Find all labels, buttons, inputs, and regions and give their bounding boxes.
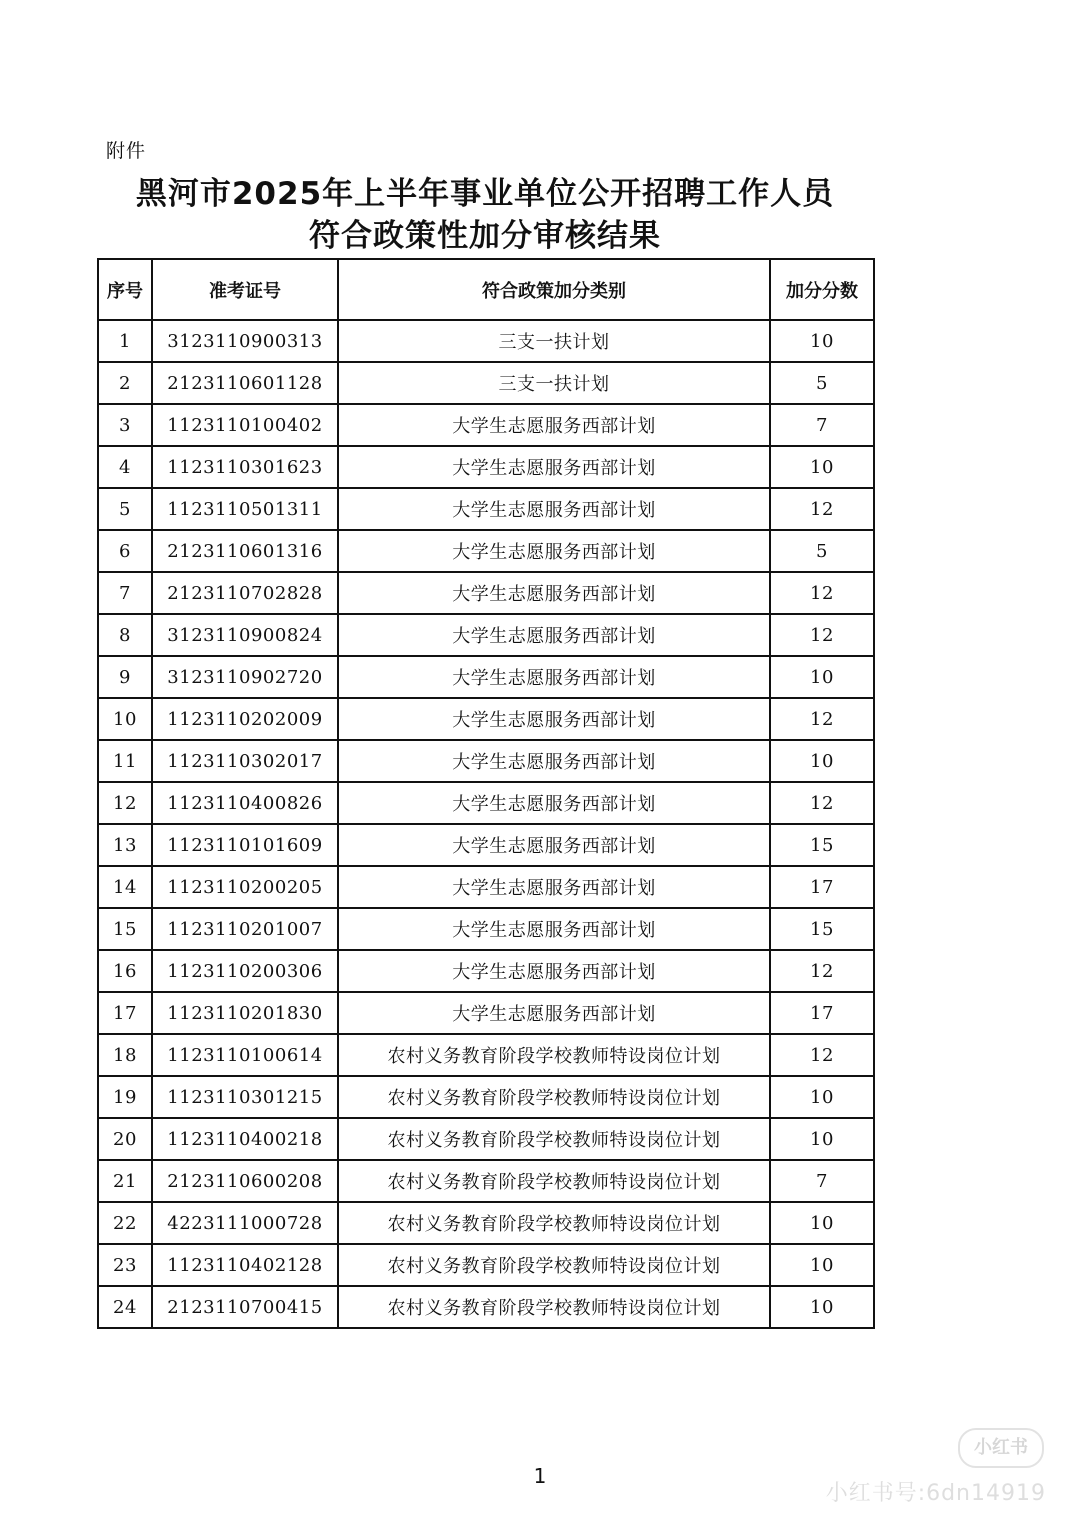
cell-category: 农村义务教育阶段学校教师特设岗位计划 [338, 1202, 770, 1244]
cell-category: 农村义务教育阶段学校教师特设岗位计划 [338, 1160, 770, 1202]
cell-exam-id: 2123110702828 [152, 572, 338, 614]
cell-exam-id: 1123110301623 [152, 446, 338, 488]
cell-exam-id: 3123110900824 [152, 614, 338, 656]
cell-category: 农村义务教育阶段学校教师特设岗位计划 [338, 1244, 770, 1286]
page-title-line-1: 黑河市2025年上半年事业单位公开招聘工作人员 [135, 176, 835, 212]
cell-score: 12 [770, 950, 874, 992]
cell-seq: 7 [98, 572, 152, 614]
cell-category: 三支一扶计划 [338, 362, 770, 404]
cell-seq: 24 [98, 1286, 152, 1328]
cell-exam-id: 1123110501311 [152, 488, 338, 530]
table-row [98, 614, 874, 656]
cell-score: 10 [770, 320, 874, 362]
cell-exam-id: 1123110100402 [152, 404, 338, 446]
cell-seq: 10 [98, 698, 152, 740]
cell-exam-id: 3123110900313 [152, 320, 338, 362]
table-row [98, 698, 874, 740]
table-row [98, 1286, 874, 1328]
table-row [98, 1034, 874, 1076]
table-row [98, 824, 874, 866]
cell-exam-id: 1123110301215 [152, 1076, 338, 1118]
cell-score: 10 [770, 1286, 874, 1328]
cell-category: 大学生志愿服务西部计划 [338, 404, 770, 446]
cell-score: 5 [770, 362, 874, 404]
cell-category: 农村义务教育阶段学校教师特设岗位计划 [338, 1286, 770, 1328]
cell-seq: 4 [98, 446, 152, 488]
table-row [98, 866, 874, 908]
header-seq: 序号 [98, 259, 152, 320]
cell-seq: 22 [98, 1202, 152, 1244]
cell-category: 大学生志愿服务西部计划 [338, 782, 770, 824]
cell-score: 15 [770, 908, 874, 950]
cell-exam-id: 2123110601128 [152, 362, 338, 404]
cell-exam-id: 4223111000728 [152, 1202, 338, 1244]
table-row [98, 1118, 874, 1160]
cell-category: 大学生志愿服务西部计划 [338, 488, 770, 530]
cell-seq: 21 [98, 1160, 152, 1202]
cell-exam-id: 2123110601316 [152, 530, 338, 572]
cell-category: 大学生志愿服务西部计划 [338, 530, 770, 572]
table-body [98, 320, 874, 1328]
table-row [98, 1244, 874, 1286]
cell-score: 10 [770, 1244, 874, 1286]
table-row [98, 1076, 874, 1118]
table-row [98, 530, 874, 572]
cell-seq: 8 [98, 614, 152, 656]
cell-exam-id: 1123110101609 [152, 824, 338, 866]
table-row [98, 908, 874, 950]
cell-seq: 19 [98, 1076, 152, 1118]
cell-category: 大学生志愿服务西部计划 [338, 698, 770, 740]
table-row [98, 1160, 874, 1202]
cell-exam-id: 1123110100614 [152, 1034, 338, 1076]
cell-exam-id: 1123110202009 [152, 698, 338, 740]
cell-score: 10 [770, 1076, 874, 1118]
cell-score: 10 [770, 1118, 874, 1160]
table-row [98, 488, 874, 530]
cell-score: 15 [770, 824, 874, 866]
watermark-badge: 小红书 [958, 1428, 1044, 1468]
cell-seq: 3 [98, 404, 152, 446]
cell-exam-id: 3123110902720 [152, 656, 338, 698]
table-row [98, 740, 874, 782]
cell-category: 农村义务教育阶段学校教师特设岗位计划 [338, 1118, 770, 1160]
cell-score: 12 [770, 698, 874, 740]
cell-category: 大学生志愿服务西部计划 [338, 446, 770, 488]
cell-category: 大学生志愿服务西部计划 [338, 992, 770, 1034]
cell-category: 大学生志愿服务西部计划 [338, 614, 770, 656]
page-title-line-2: 符合政策性加分审核结果 [309, 218, 661, 254]
cell-category: 大学生志愿服务西部计划 [338, 572, 770, 614]
table-header-row [98, 259, 874, 320]
cell-exam-id: 1123110402128 [152, 1244, 338, 1286]
cell-score: 12 [770, 1034, 874, 1076]
cell-exam-id: 1123110200205 [152, 866, 338, 908]
cell-seq: 20 [98, 1118, 152, 1160]
cell-seq: 16 [98, 950, 152, 992]
results-table [97, 258, 875, 1329]
cell-category: 大学生志愿服务西部计划 [338, 950, 770, 992]
cell-category: 农村义务教育阶段学校教师特设岗位计划 [338, 1076, 770, 1118]
cell-score: 10 [770, 446, 874, 488]
table-row [98, 362, 874, 404]
cell-exam-id: 1123110400826 [152, 782, 338, 824]
cell-exam-id: 1123110201007 [152, 908, 338, 950]
table-row [98, 1202, 874, 1244]
cell-category: 农村义务教育阶段学校教师特设岗位计划 [338, 1034, 770, 1076]
cell-seq: 17 [98, 992, 152, 1034]
attachment-label: 附件 [106, 140, 147, 162]
cell-exam-id: 2123110600208 [152, 1160, 338, 1202]
cell-category: 大学生志愿服务西部计划 [338, 824, 770, 866]
cell-score: 7 [770, 404, 874, 446]
cell-category: 大学生志愿服务西部计划 [338, 740, 770, 782]
cell-exam-id: 1123110302017 [152, 740, 338, 782]
cell-exam-id: 2123110700415 [152, 1286, 338, 1328]
cell-exam-id: 1123110201830 [152, 992, 338, 1034]
cell-seq: 15 [98, 908, 152, 950]
page-number: 1 [533, 1464, 547, 1488]
cell-score: 5 [770, 530, 874, 572]
cell-score: 12 [770, 782, 874, 824]
cell-seq: 1 [98, 320, 152, 362]
cell-score: 10 [770, 740, 874, 782]
cell-category: 三支一扶计划 [338, 320, 770, 362]
cell-seq: 23 [98, 1244, 152, 1286]
cell-score: 7 [770, 1160, 874, 1202]
table-row [98, 320, 874, 362]
cell-category: 大学生志愿服务西部计划 [338, 908, 770, 950]
table-row [98, 572, 874, 614]
header-exam-id: 准考证号 [152, 259, 338, 320]
table-row [98, 782, 874, 824]
table-row [98, 404, 874, 446]
cell-exam-id: 1123110200306 [152, 950, 338, 992]
cell-seq: 9 [98, 656, 152, 698]
cell-seq: 14 [98, 866, 152, 908]
cell-exam-id: 1123110400218 [152, 1118, 338, 1160]
table-row [98, 656, 874, 698]
cell-score: 17 [770, 866, 874, 908]
cell-seq: 18 [98, 1034, 152, 1076]
cell-score: 17 [770, 992, 874, 1034]
cell-category: 大学生志愿服务西部计划 [338, 656, 770, 698]
cell-seq: 13 [98, 824, 152, 866]
header-category: 符合政策加分类别 [338, 259, 770, 320]
cell-score: 12 [770, 614, 874, 656]
cell-seq: 5 [98, 488, 152, 530]
cell-seq: 2 [98, 362, 152, 404]
cell-score: 12 [770, 572, 874, 614]
cell-score: 10 [770, 1202, 874, 1244]
cell-score: 12 [770, 488, 874, 530]
table-row [98, 446, 874, 488]
watermark-id: 小红书号:6dn14919 [825, 1481, 1046, 1506]
cell-seq: 12 [98, 782, 152, 824]
table-row [98, 950, 874, 992]
cell-score: 10 [770, 656, 874, 698]
cell-seq: 11 [98, 740, 152, 782]
header-score: 加分分数 [770, 259, 874, 320]
table-row [98, 992, 874, 1034]
cell-seq: 6 [98, 530, 152, 572]
cell-category: 大学生志愿服务西部计划 [338, 866, 770, 908]
